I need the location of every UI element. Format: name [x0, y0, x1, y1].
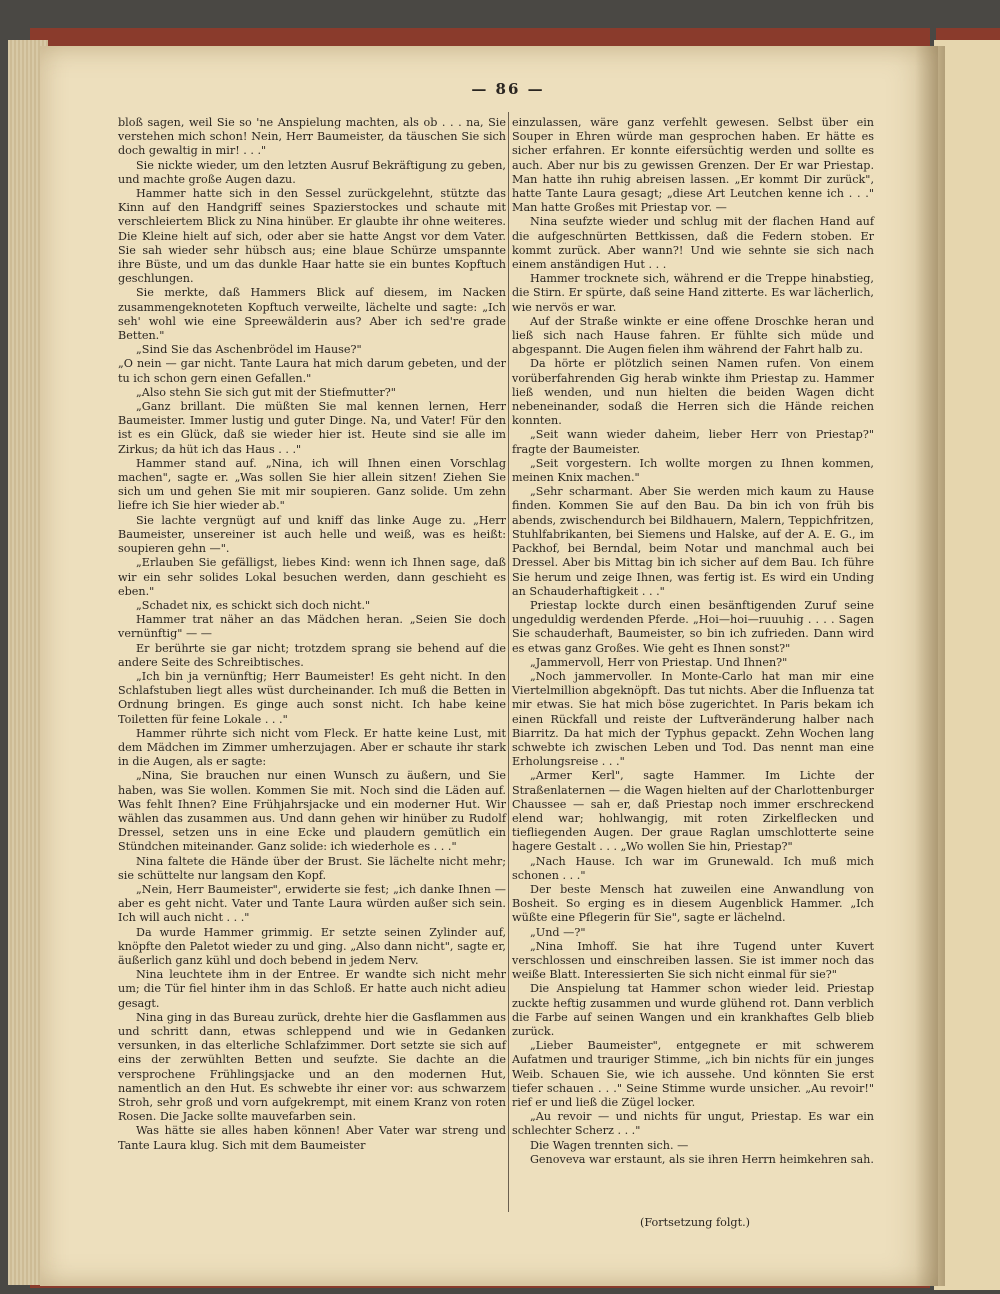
paragraph: „Armer Kerl", sagte Hammer. Im Lichte der Straßenlaternen — die Wagen hielten auf der Charlottenburger Chaussee — sah er, daß Priestap noch immer erschreckend elend war; hohlwangig, mit roten Zirkelflecken und tiefliegenden Augen. Der graue Raglan umschlotterte seine hagere Gestalt . . . „Wo wollen Sie hin, Priestap?"	[512, 769, 874, 854]
paragraph: Hammer stand auf. „Nina, ich will Ihnen einen Vorschlag machen", sagte er. „Was sollen Sie hier allein sitzen! Ziehen Sie sich um und gehen Sie mit mir soupieren. Ganz solide. Um zehn liefre ich Sie hier wieder ab."	[118, 456, 506, 513]
paragraph: Hammer trat näher an das Mädchen heran. „Seien Sie doch vernünftig" — —	[118, 613, 506, 641]
right-column	[512, 116, 874, 1167]
paragraph: „Nina Imhoff. Sie hat ihre Tugend unter Kuvert verschlossen und einschreiben lassen. Sie ist immer noch das weiße Blatt. Interessierten Sie sich nicht einmal für sie?"	[512, 939, 874, 982]
paragraph: „Nein, Herr Baumeister", erwiderte sie fest; „ich danke Ihnen — aber es geht nicht. Vater und Tante Laura würden außer sich sein. Ich will auch nicht . . ."	[118, 882, 506, 925]
paragraph: Nina ging in das Bureau zurück, drehte hier die Gasflammen aus und schritt dann, etwas schleppend und wie in Gedanken versunken, in das elterliche Schlafzimmer. Dort setzte sie sich auf eins der zerwühlten Betten und seufzte. Sie dachte an die versprochene Frühlingsjacke und an den modernen Hut, namentlich an den Hut. Es schwebte ihr einer vor: aus schwarzem Stroh, sehr groß und vorn aufgekrempt, mit einem Kranz von roten Rosen. Die Jacke sollte mauvefarben sein.	[118, 1010, 506, 1124]
paragraph: „Seit vorgestern. Ich wollte morgen zu Ihnen kommen, meinen Knix machen."	[512, 456, 874, 485]
paragraph: „Noch jammervoller. In Monte-Carlo hat man mir eine Viertelmillion abgeknöpft. Das tut nichts. Aber die Influenza tat mir etwas. Sie hat mich böse zugerichtet. In Paris bekam ich einen Rückfall und reiste der Luftveränderung halber nach Biarritz. Da hat mich der Typhus gepackt. Zehn Wochen lang schwebte ich zwischen Leben und Tod. Das nennt man eine Erholungsreise . . ."	[512, 669, 874, 769]
paragraph: Was hätte sie alles haben können! Aber Vater war streng und Tante Laura klug. Sich mit dem Baumeister	[118, 1124, 506, 1152]
paragraph: Die Anspielung tat Hammer schon wieder leid. Priestap zuckte heftig zusammen und wurde glühend rot. Dann verblich die Farbe auf seinen Wangen und ein krankhaftes Gelb blieb zurück.	[512, 982, 874, 1038]
left-column	[118, 116, 506, 1153]
paragraph: „Ich bin ja vernünftig; Herr Baumeister! Es geht nicht. In den Schlafstuben liegt alles wüst durcheinander. Ich muß die Betten in Ordnung bringen. Es ginge auch sonst nicht. Ich habe keine Toiletten für feine Lokale . . ."	[118, 669, 506, 726]
paragraph: Da hörte er plötzlich seinen Namen rufen. Von einem vorüberfahrenden Gig herab winkte ihm Priestap zu. Hammer ließ wenden, und nun hielten die beiden Wagen dicht nebeneinander, sodaß die Herren sich die Hände reichen konnten.	[512, 357, 874, 428]
paragraph: „Schadet nix, es schickt sich doch nicht."	[136, 598, 371, 612]
paragraph: „Seit wann wieder daheim, lieber Herr von Priestap?" fragte der Baumeister.	[512, 428, 874, 456]
paragraph: Auf der Straße winkte er eine offene Droschke heran und ließ sich nach Hause fahren. Er fühlte sich müde und abgespannt. Die Augen fielen ihm während der Fahrt halb zu.	[512, 314, 874, 357]
paragraph: „Sind Sie das Aschenbrödel im Hause?"	[136, 343, 362, 357]
continuation-note: (Fortsetzung folgt.)	[639, 1216, 750, 1229]
paragraph: Sie lachte vergnügt auf und kniff das linke Auge zu. „Herr Baumeister, unsereiner ist auch helle und weiß, was es heißt: soupieren gehn —".	[118, 513, 506, 556]
paragraph: „Jammervoll, Herr von Priestap. Und Ihnen?"	[530, 655, 788, 669]
paragraph: einzulassen, wäre ganz verfehlt gewesen. Selbst über ein Souper in Ehren würde man gesprochen haben. Er hätte es sicher erfahren. Er konnte eifersüchtig werden und sollte es auch. Aber nur bis zu gewissen Grenzen. Der Er war Priestap. Man hatte ihn ruhig abreisen lassen. „Er kommt Dir zurück", hatte Tante Laura gesagt; „diese Art Leutchen kenne ich . . ." Man hatte Großes mit Priestap vor. —	[512, 116, 874, 215]
paragraph: „Und —?"	[530, 925, 586, 939]
paragraph: „Nina, Sie brauchen nur einen Wunsch zu äußern, und Sie haben, was Sie wollen. Kommen Sie mit. Noch sind die Läden auf. Was fehlt Ihnen? Eine Frühjahrsjacke und ein moderner Hut. Wir wählen das zusammen aus. Und dann gehen wir hinüber zu Rudolf Dressel, setzen uns in eine Ecke und plaudern gemütlich ein Stündchen miteinander. Ganz solide: ich wiederhole es . . ."	[118, 769, 506, 854]
paragraph: Hammer hatte sich in den Sessel zurückgelehnt, stützte das Kinn auf den Handgriff seines Spazierstockes und schaute mit verschleiertem Blick zu Nina hinüber. Er glaubte ihr ohne weiteres. Die Kleine hielt auf sich, oder aber sie hatte Angst vor dem Vater. Sie sah wieder sehr hübsch aus; eine blaue Schürze umspannte ihre Büste, und um das dunkle Haar hatte sie ein buntes Kopftuch geschlungen.	[118, 187, 506, 286]
paragraph: „Au revoir — und nichts für ungut, Priestap. Es war ein schlechter Scherz . . ."	[512, 1110, 874, 1138]
paragraph: Der beste Mensch hat zuweilen eine Anwandlung von Bosheit. So erging es in diesem Augenblick Hammer. „Ich wüßte eine Pflegerin für Sie", sagte er lächelnd.	[512, 882, 874, 925]
paragraph: „Ganz brillant. Die müßten Sie mal kennen lernen, Herr Baumeister. Immer lustig und guter Dinge. Na, und Vater! Für den ist es ein Glück, daß sie wieder hier ist. Heute sind sie alle im Zirkus; da hüt ich das Haus . . ."	[118, 400, 506, 456]
paragraph: „Erlauben Sie gefälligst, liebes Kind: wenn ich Ihnen sage, daß wir ein sehr solides Lokal besuchen werden, dann geschieht es eben."	[118, 556, 506, 598]
paragraph: Genoveva war erstaunt, als sie ihren Herrn heimkehren sah.	[530, 1152, 874, 1166]
paragraph: Die Wagen trennten sich. —	[530, 1138, 689, 1152]
paragraph: „Nach Hause. Ich war im Grunewald. Ich muß mich schonen . . ."	[512, 854, 874, 882]
column-divider	[508, 112, 509, 1212]
paragraph: Nina faltete die Hände über der Brust. Sie lächelte nicht mehr; sie schüttelte nur langsam den Kopf.	[118, 854, 506, 882]
paragraph: „Lieber Baumeister", entgegnete er mit schwerem Aufatmen und trauriger Stimme, „ich bin nichts für ein junges Weib. Schauen Sie, wie ich aussehe. Und könnten Sie erst tiefer schauen . . ." Seine Stimme wurde unsicher. „Au revoir!" rief er und ließ die Zügel locker.	[512, 1039, 874, 1110]
paragraph: „Also stehn Sie sich gut mit der Stiefmutter?"	[136, 385, 396, 399]
paragraph: Nina seufzte wieder und schlug mit der flachen Hand auf die aufgeschnürten Bettkissen, daß die Federn stoben. Er kommt zurück. Aber wann?! Und wie sehnte sie sich nach einem anständigen Hut . . .	[512, 215, 874, 272]
paragraph: Da wurde Hammer grimmig. Er setzte seinen Zylinder auf, knöpfte den Paletot wieder zu und ging. „Also dann nicht", sagte er, äußerlich ganz kühl und doch bebend in jedem Nerv.	[118, 925, 506, 967]
paragraph: Er berührte sie gar nicht; trotzdem sprang sie behend auf die andere Seite des Schreibtisches.	[118, 641, 506, 669]
paragraph: Sie merkte, daß Hammers Blick auf diesem, im Nacken zusammengeknoteten Kopftuch verweilte, lächelte und sagte: „Ich seh' wohl wie eine Spreewälderin aus? Aber ich sed're grade Betten."	[118, 286, 506, 343]
paragraph: Sie nickte wieder, um den letzten Ausruf Bekräftigung zu geben, und machte große Augen dazu.	[118, 158, 506, 186]
paragraph: „O nein — gar nicht. Tante Laura hat mich darum gebeten, und der tu ich schon gern einen Gefallen."	[118, 357, 506, 385]
gutter-shadow	[915, 46, 945, 1286]
paragraph: bloß sagen, weil Sie so 'ne Anspielung machten, als ob . . . na, Sie verstehen mich schon! Nein, Herr Baumeister, da täuschen Sie sich doch gewaltig in mir! . . ."	[118, 116, 506, 158]
paragraph: Priestap lockte durch einen besänftigenden Zuruf seine ungeduldig werdenden Pferde. „Hoi—hoi—ruuuhig . . . . Sagen Sie schauderhaft, Baumeister, so bin ich zufrieden. Dann wird es etwas ganz Großes. Wie geht es Ihnen sonst?"	[512, 598, 874, 655]
paragraph: Hammer trocknete sich, während er die Treppe hinabstieg, die Stirn. Er spürte, daß seine Hand zitterte. Es war lächerlich, wie nervös er war.	[512, 272, 874, 314]
paragraph: Hammer rührte sich nicht vom Fleck. Er hatte keine Lust, mit dem Mädchen im Zimmer umherzujagen. Aber er schaute ihr stark in die Augen, als er sagte:	[118, 726, 506, 769]
page-number: — 86 —	[471, 80, 545, 98]
paragraph: Nina leuchtete ihm in der Entree. Er wandte sich nicht mehr um; die Tür fiel hinter ihm in das Schloß. Er hatte auch nicht adieu gesagt.	[118, 968, 506, 1010]
paragraph: „Sehr scharmant. Aber Sie werden mich kaum zu Hause finden. Kommen Sie auf den Bau. Da bin ich von früh bis abends, zwischendurch bei Bildhauern, Malern, Teppichfritzen, Stuhlfabrikanten, bei Siemens und Halske, auf der A. E. G., im Packhof, bei Berndal, beim Notar und manchmal auch bei Dressel. Aber bis Mittag bin ich sicher auf dem Bau. Ich führe Sie herum und zeige Ihnen, was fertig ist. Es wird ein Unding an Schauderhaftigkeit . . ."	[512, 485, 874, 598]
